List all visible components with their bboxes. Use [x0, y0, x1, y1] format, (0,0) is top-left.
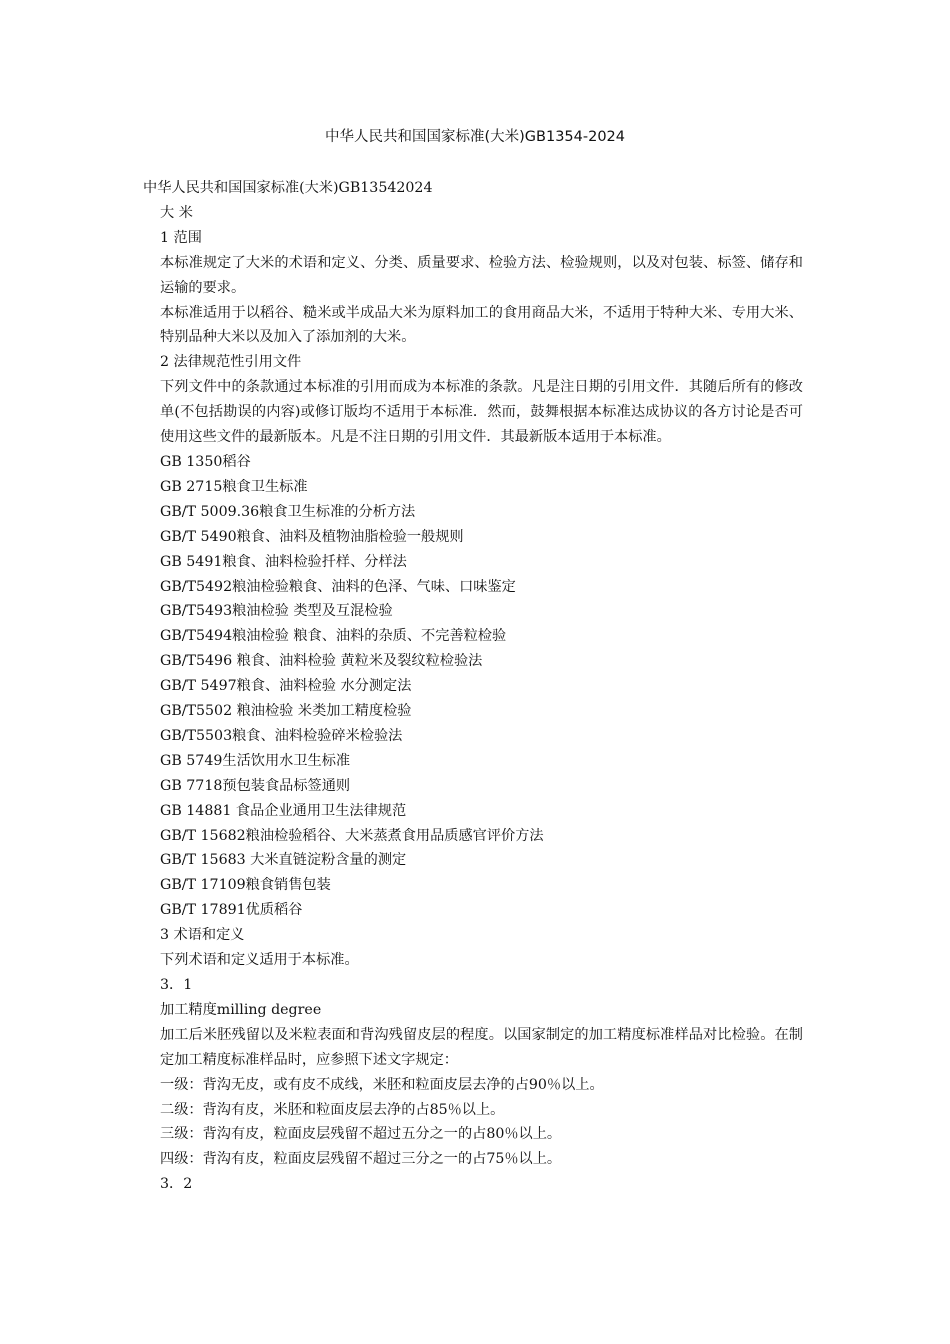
reference-item: GB/T 15682粮油检验稻谷、大米蒸煮食用品质感官评价方法 [160, 827, 544, 844]
term-heading: 加工精度milling degree [160, 1001, 322, 1018]
reference-item: GB/T5494粮油检验 粮食、油料的杂质、不完善粒检验 [160, 628, 507, 645]
paragraph-terms-intro: 下列术语和定义适用于本标准。 [160, 952, 359, 969]
reference-item: GB/T5493粮油检验 类型及互混检验 [160, 603, 393, 620]
grade-item: 二级：背沟有皮，米胚和粒面皮层去净的占85％以上。 [160, 1101, 505, 1118]
reference-item: GB 5749生活饮用水卫生标准 [160, 752, 351, 769]
section-heading-terms: 3 术语和定义 [160, 927, 245, 944]
paragraph-references: 下列文件中的条款通过本标准的引用而成为本标准的条款。凡是注日期的引用文件．其随后所有的修改单(不包括勘误的内容)或修订版均不适用于本标准．然而，鼓舞根据本标准达成协议的各方讨论是否可使用这些文件的最新版本。凡是不注日期的引用文件．其最新版本适用于本标准。 [160, 379, 803, 446]
reference-item: GB 7718预包装食品标签通则 [160, 777, 351, 794]
reference-item: GB 14881 食品企业通用卫生法律规范 [160, 802, 407, 819]
section-heading-references: 2 法律规范性引用文件 [160, 354, 302, 371]
reference-item: GB 2715粮食卫生标准 [160, 478, 308, 495]
reference-item: GB/T5502 粮油检验 米类加工精度检验 [160, 703, 412, 720]
document-body [143, 176, 803, 1197]
section-heading-scope: 1 范围 [160, 229, 202, 246]
reference-item: GB/T 5497粮食、油料检验 水分测定法 [160, 678, 412, 695]
clause-number: 3．1 [160, 977, 193, 993]
paragraph-scope-2: 本标准适用于以稻谷、糙米或半成品大米为原料加工的食用商品大米，不适用于特种大米、专用大米、特别品种大米以及加入了添加剂的大米。 [160, 304, 803, 346]
standard-name: 大 米 [160, 204, 193, 221]
paragraph-scope-1: 本标准规定了大米的术语和定义、分类、质量要求、检验方法、检验规则，以及对包装、标签、储存和运输的要求。 [160, 254, 803, 296]
standard-subtitle: 中华人民共和国国家标准(大米)GB13542024 [143, 180, 433, 196]
reference-item: GB 5491粮食、油料检验扦样、分样法 [160, 553, 407, 570]
document-title: 中华人民共和国国家标准(大米)GB1354-2024 [324, 129, 626, 145]
reference-item: GB/T 5009.36粮食卫生标准的分析方法 [160, 503, 416, 520]
reference-item: GB/T5496 粮食、油料检验 黄粒米及裂纹粒检验法 [160, 653, 483, 670]
reference-item: GB/T 15683 大米直链淀粉含量的测定 [160, 852, 407, 869]
paragraph-term-definition: 加工后米胚残留以及米粒表面和背沟残留皮层的程度。以国家制定的加工精度标准样品对比检验。在制定加工精度标准样品时，应参照下述文字规定： [160, 1026, 803, 1068]
grade-item: 一级：背沟无皮，或有皮不成线，米胚和粒面皮层去净的占90％以上。 [160, 1076, 604, 1093]
reference-item: GB 1350稻谷 [160, 453, 251, 470]
grade-item: 三级：背沟有皮，粒面皮层残留不超过五分之一的占80％以上。 [160, 1126, 562, 1143]
reference-item: GB/T 17891优质稻谷 [160, 902, 303, 919]
reference-item: GB/T5503粮食、油料检验碎米检验法 [160, 727, 403, 744]
reference-item: GB/T 5490粮食、油料及植物油脂检验一般规则 [160, 528, 464, 545]
reference-item: GB/T 17109粮食销售包装 [160, 877, 331, 894]
clause-number: 3．2 [160, 1176, 193, 1193]
reference-item: GB/T5492粮油检验粮食、油料的色泽、气味、口味鉴定 [160, 578, 516, 595]
grade-item: 四级：背沟有皮，粒面皮层残留不超过三分之一的占75％以上。 [160, 1151, 562, 1168]
